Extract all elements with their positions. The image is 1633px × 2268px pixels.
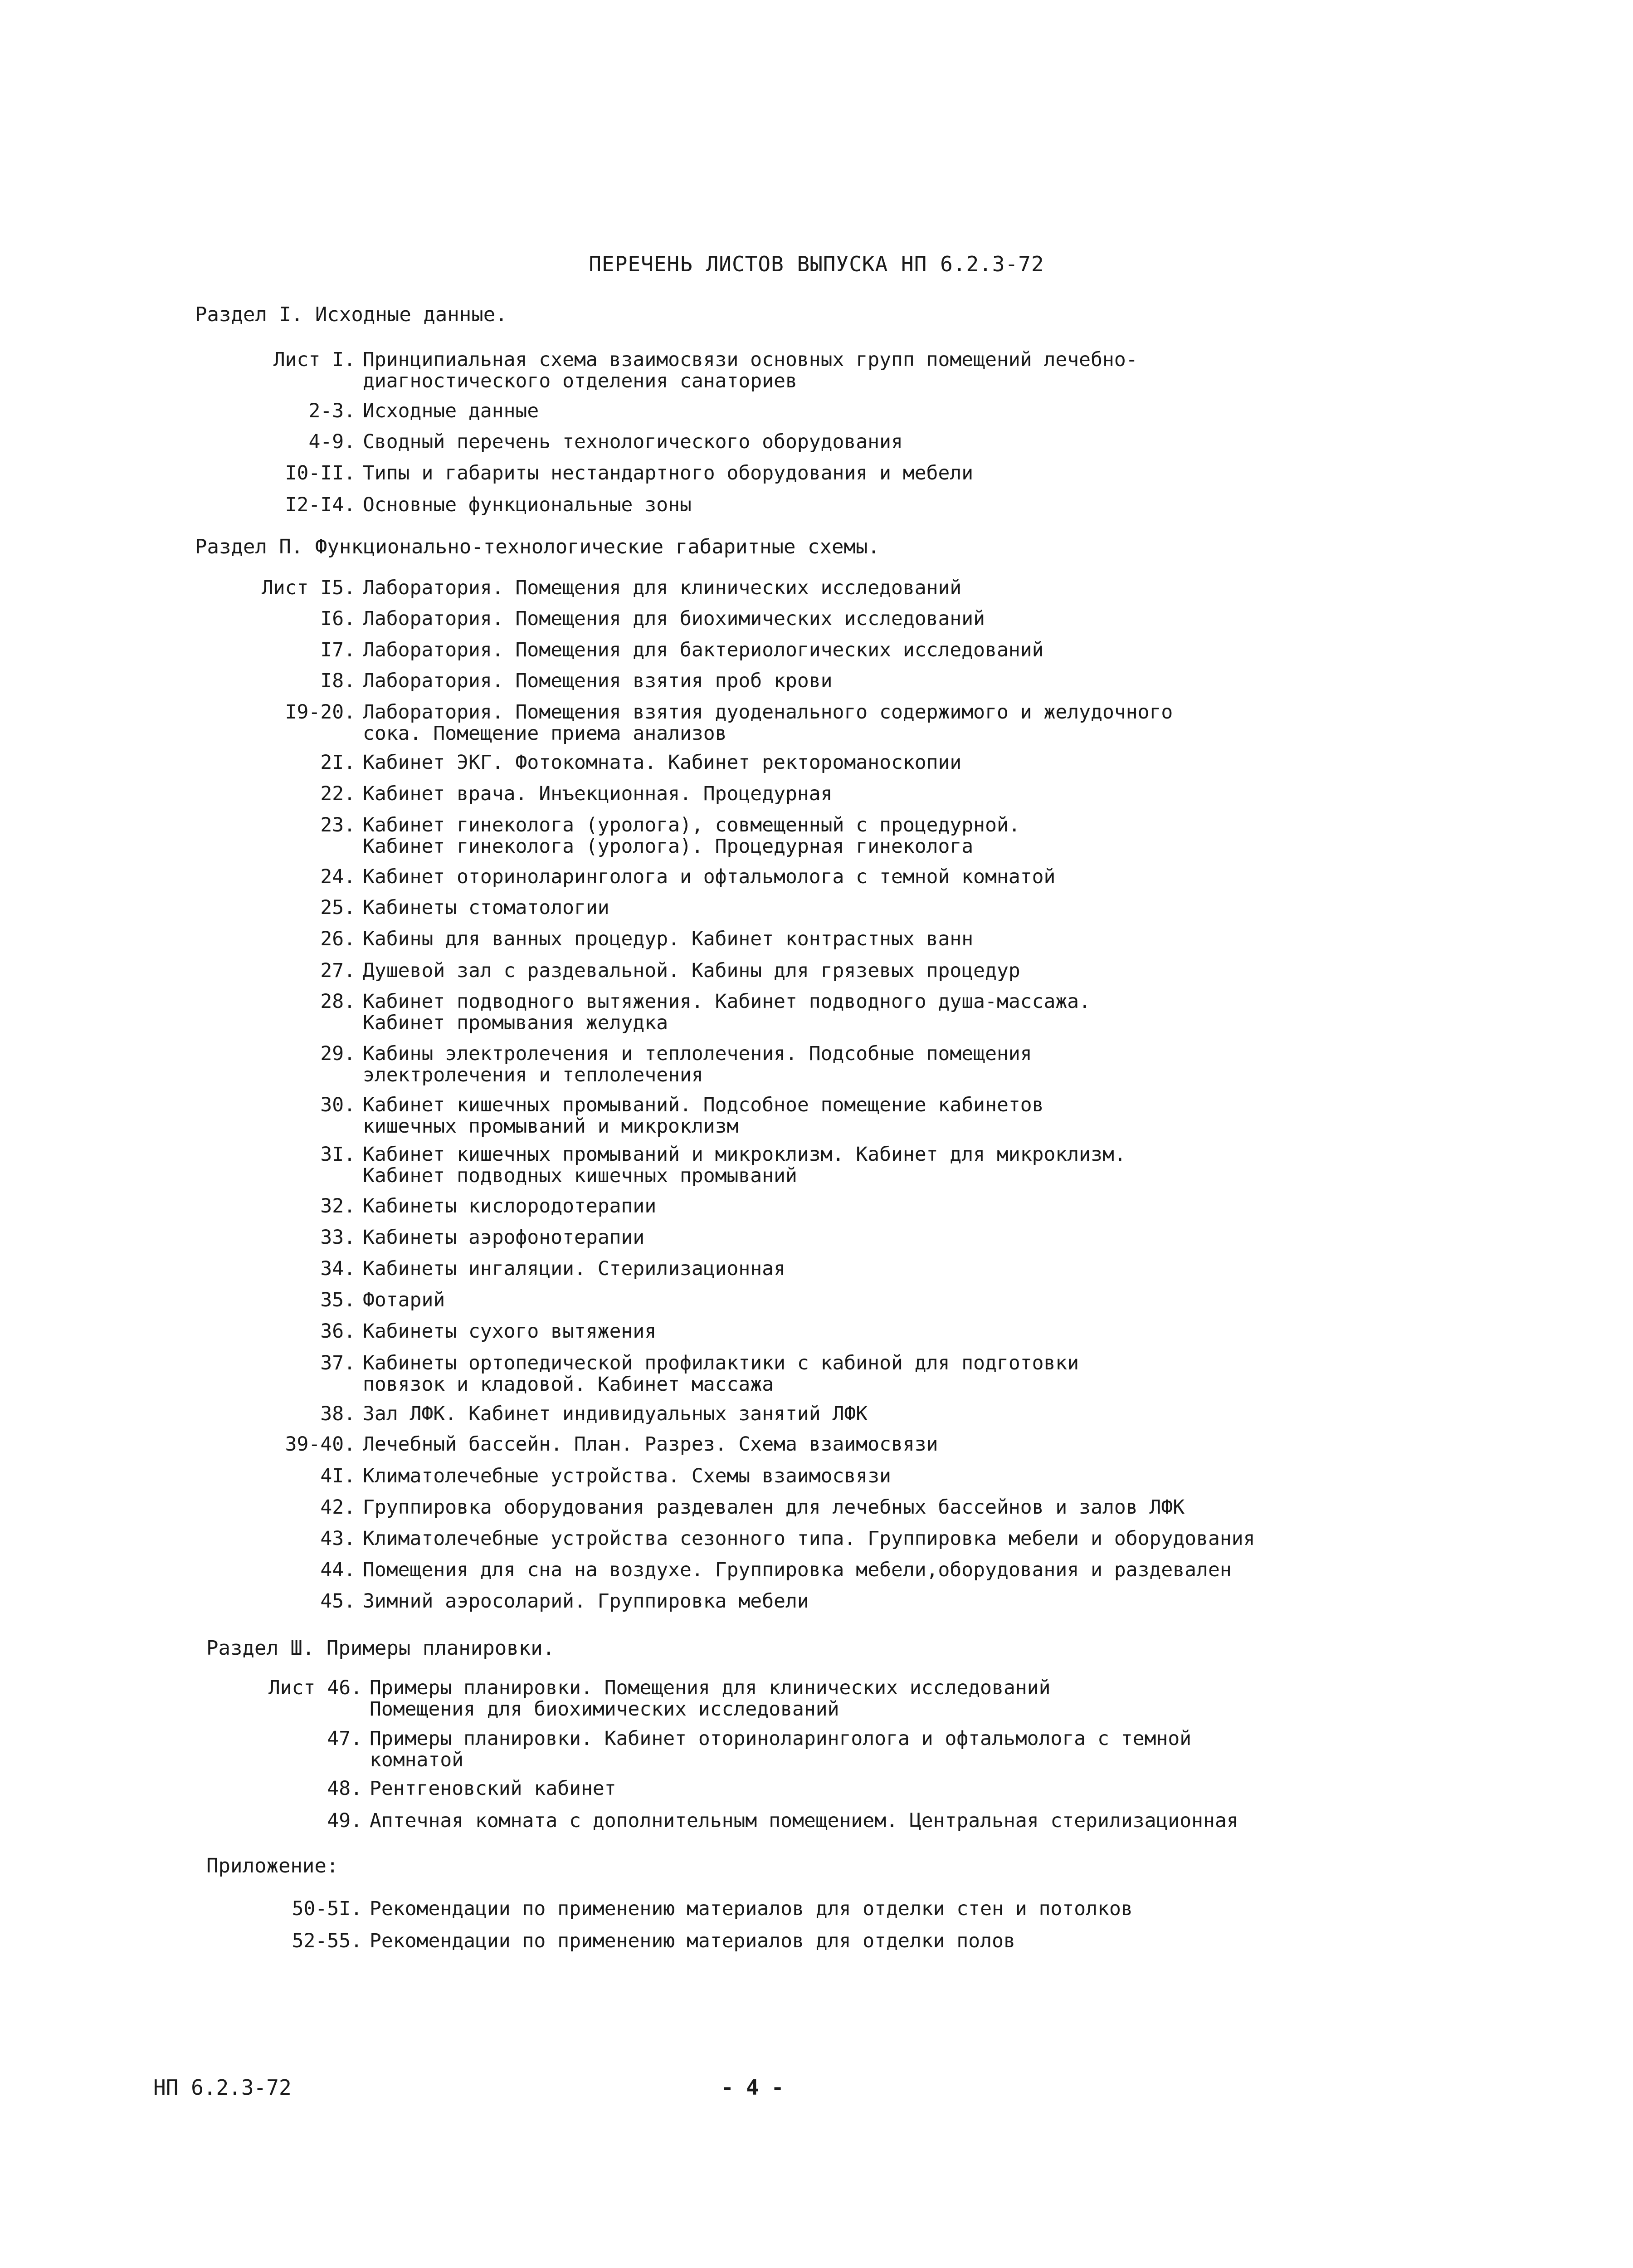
list-item-number: I8. bbox=[320, 670, 356, 692]
list-item bbox=[327, 1727, 1192, 1771]
list-item-text-cont: диагностического отделения санаториев bbox=[363, 370, 797, 392]
list-item-number: 33. bbox=[320, 1226, 356, 1249]
list-item-number: 35. bbox=[320, 1289, 356, 1311]
list-item-text: Лаборатория. Помещения взятия проб крови bbox=[363, 670, 833, 692]
list-item-text: Кабинеты аэрофонотерапии bbox=[363, 1226, 645, 1249]
list-item bbox=[320, 1465, 891, 1487]
list-item-text: Кабинет кишечных промываний. Подсобное помещение кабинетов bbox=[363, 1094, 1044, 1116]
list-item bbox=[320, 1289, 445, 1311]
list-item-text: Душевой зал с раздевальной. Кабины для грязевых процедур bbox=[363, 959, 1020, 982]
list-item-text: Кабинет подводного вытяжения. Кабинет подводного душа-массажа. bbox=[363, 990, 1091, 1013]
list-item-text: Лечебный бассейн. План. Разрез. Схема взаимосвязи bbox=[363, 1433, 938, 1456]
list-item-text: Кабинет ЭКГ. Фотокомната. Кабинет ректороманоскопии bbox=[363, 751, 962, 774]
list-item bbox=[261, 577, 962, 599]
list-item-text-cont: сока. Помещение приема анализов bbox=[363, 722, 727, 745]
list-item bbox=[320, 1042, 1032, 1086]
list-item-text: Лаборатория. Помещения взятия дуоденального содержимого и желудочного bbox=[363, 701, 1173, 723]
list-item-number: 39-40. bbox=[285, 1433, 356, 1456]
list-item-text: Зимний аэросоларий. Группировка мебели bbox=[363, 1590, 809, 1613]
list-item bbox=[320, 1257, 785, 1280]
list-item-number: 37. bbox=[320, 1352, 356, 1374]
list-item-text: Группировка оборудования раздевален для лечебных бассейнов и залов ЛФК bbox=[363, 1496, 1185, 1519]
document-code: НП 6.2.3-72 bbox=[153, 2075, 292, 2100]
list-item-text: Кабинет врача. Инъекционная. Процедурная bbox=[363, 782, 833, 805]
appendix-heading: Приложение: bbox=[206, 1854, 339, 1877]
list-item-number: 43. bbox=[320, 1527, 356, 1550]
list-item-number: 22. bbox=[320, 782, 356, 805]
list-item-text: Кабинеты ингаляции. Стерилизационная bbox=[363, 1257, 785, 1280]
list-item bbox=[320, 990, 1091, 1034]
list-item-text: Кабины для ванных процедур. Кабинет контрастных ванн bbox=[363, 928, 974, 950]
list-item-number: I2-I4. bbox=[285, 494, 356, 516]
list-item-number: I7. bbox=[320, 639, 356, 661]
list-item bbox=[320, 639, 1044, 661]
list-item bbox=[320, 1496, 1185, 1519]
list-item-number: Лист I5. bbox=[261, 577, 356, 599]
list-item-number: 49. bbox=[327, 1809, 362, 1832]
list-item bbox=[320, 1527, 1255, 1550]
list-item-number: 32. bbox=[320, 1195, 356, 1217]
list-item bbox=[285, 1433, 938, 1456]
list-item-text: Типы и габариты нестандартного оборудования и мебели bbox=[363, 462, 974, 484]
list-item-number: 48. bbox=[327, 1777, 362, 1800]
list-item-number: 34. bbox=[320, 1257, 356, 1280]
list-item bbox=[320, 1143, 1126, 1187]
list-item-text: Помещения для сна на воздухе. Группировка мебели,оборудования и раздевален bbox=[363, 1559, 1232, 1581]
page-number: - 4 - bbox=[721, 2075, 784, 2100]
list-item bbox=[285, 494, 692, 516]
list-item-text: Климатолечебные устройства сезонного типа. Группировка мебели и оборудования bbox=[363, 1527, 1255, 1550]
list-item bbox=[320, 896, 609, 919]
list-item bbox=[320, 1559, 1232, 1581]
list-item bbox=[308, 430, 903, 453]
list-item-number: Лист I. bbox=[273, 348, 356, 371]
list-item-number: 30. bbox=[320, 1094, 356, 1116]
list-item-number: I0-II. bbox=[285, 462, 356, 484]
list-item-text: Сводный перечень технологического оборудования bbox=[363, 430, 903, 453]
list-item-number: 29. bbox=[320, 1042, 356, 1065]
list-item-number: 52-55. bbox=[292, 1930, 362, 1952]
section-3-heading: Раздел Ш. Примеры планировки. bbox=[206, 1637, 555, 1660]
list-item-text: Аптечная комната с дополнительным помещением. Центральная стерилизационная bbox=[370, 1809, 1238, 1832]
list-item-number: 36. bbox=[320, 1320, 356, 1343]
list-item-number: Лист 46. bbox=[268, 1677, 362, 1699]
list-item-text: Зал ЛФК. Кабинет индивидуальных занятий ЛФК bbox=[363, 1403, 868, 1425]
list-item-text-cont: повязок и кладовой. Кабинет массажа bbox=[363, 1373, 774, 1396]
list-item-number: 3I. bbox=[320, 1143, 356, 1166]
list-item-text: Кабинеты сухого вытяжения bbox=[363, 1320, 657, 1343]
list-item-number: 24. bbox=[320, 865, 356, 888]
list-item-text: Климатолечебные устройства. Схемы взаимосвязи bbox=[363, 1465, 891, 1487]
section-1-heading: Раздел I. Исходные данные. bbox=[195, 303, 507, 326]
list-item-number: 44. bbox=[320, 1559, 356, 1581]
list-item bbox=[320, 1352, 1079, 1396]
list-item-number: 28. bbox=[320, 990, 356, 1013]
list-item bbox=[268, 1677, 1051, 1721]
list-item bbox=[320, 1320, 657, 1343]
list-item bbox=[327, 1809, 1238, 1832]
list-item-number: 26. bbox=[320, 928, 356, 950]
list-item-text: Кабинеты стоматологии bbox=[363, 896, 609, 919]
list-item-text: Кабины электролечения и теплолечения. Подсобные помещения bbox=[363, 1042, 1032, 1065]
list-item-text: Кабинет оториноларинголога и офтальмолога с темной комнатой bbox=[363, 865, 1056, 888]
list-item-number: 50-5I. bbox=[292, 1897, 362, 1920]
list-item-number: 45. bbox=[320, 1590, 356, 1613]
list-item bbox=[285, 462, 974, 484]
list-item bbox=[320, 814, 1020, 858]
list-item-number: 23. bbox=[320, 814, 356, 836]
list-item-number: 2-3. bbox=[308, 400, 356, 422]
list-item-number: 27. bbox=[320, 959, 356, 982]
list-item-text-cont: электролечения и теплолечения bbox=[363, 1064, 703, 1086]
list-item-text: Примеры планировки. Помещения для клинических исследований bbox=[370, 1677, 1051, 1699]
list-item-text: Рекомендации по применению материалов для отделки стен и потолков bbox=[370, 1897, 1133, 1920]
list-item-text: Лаборатория. Помещения для клинических исследований bbox=[363, 577, 962, 599]
list-item-text: Примеры планировки. Кабинет оториноларинголога и офтальмолога с темной bbox=[370, 1727, 1192, 1750]
list-item-text: Лаборатория. Помещения для бактериологических исследований bbox=[363, 639, 1044, 661]
list-item bbox=[320, 670, 833, 692]
list-item-text: Лаборатория. Помещения для биохимических исследований bbox=[363, 607, 985, 630]
list-item-text-cont: Кабинет подводных кишечных промываний bbox=[363, 1164, 797, 1187]
list-item-number: 42. bbox=[320, 1496, 356, 1519]
list-item-number: 4I. bbox=[320, 1465, 356, 1487]
list-item-text-cont: Кабинет гинеколога (уролога). Процедурная гинеколога bbox=[363, 835, 974, 858]
list-item bbox=[320, 1590, 809, 1613]
list-item bbox=[327, 1777, 616, 1800]
list-item-number: 4-9. bbox=[308, 430, 356, 453]
list-item-number: I9-20. bbox=[285, 701, 356, 723]
list-item-text: Кабинеты кислородотерапии bbox=[363, 1195, 657, 1217]
list-item bbox=[320, 1195, 657, 1217]
list-item-number: 38. bbox=[320, 1403, 356, 1425]
list-item-text: Исходные данные bbox=[363, 400, 539, 422]
list-item-text: Фотарий bbox=[363, 1289, 445, 1311]
list-item-text-cont: комнатой bbox=[370, 1749, 464, 1771]
list-item-text-cont: Помещения для биохимических исследований bbox=[370, 1698, 839, 1721]
list-item-number: 25. bbox=[320, 896, 356, 919]
list-item bbox=[273, 348, 1138, 392]
list-item-text: Кабинет кишечных промываний и микроклизм. Кабинет для микроклизм. bbox=[363, 1143, 1126, 1166]
list-item bbox=[320, 1226, 645, 1249]
list-item-text: Принципиальная схема взаимосвязи основных групп помещений лечебно- bbox=[363, 348, 1138, 371]
list-item-text-cont: кишечных промываний и микроклизм bbox=[363, 1115, 739, 1138]
list-item bbox=[320, 959, 1020, 982]
list-item bbox=[320, 751, 962, 774]
list-item bbox=[320, 865, 1056, 888]
page-title: ПЕРЕЧЕНЬ ЛИСТОВ ВЫПУСКА НП 6.2.3-72 bbox=[589, 252, 1044, 276]
list-item bbox=[320, 607, 985, 630]
list-item-text: Рекомендации по применению материалов для отделки полов bbox=[370, 1930, 1015, 1952]
list-item-text: Кабинет гинеколога (уролога), совмещенный с процедурной. bbox=[363, 814, 1020, 836]
list-item bbox=[285, 701, 1173, 745]
list-item-text-cont: Кабинет промывания желудка bbox=[363, 1012, 668, 1034]
list-item-text: Кабинеты ортопедической профилактики с кабиной для подготовки bbox=[363, 1352, 1079, 1374]
list-item bbox=[292, 1897, 1133, 1920]
list-item bbox=[308, 400, 539, 422]
list-item bbox=[320, 782, 833, 805]
list-item-number: 47. bbox=[327, 1727, 362, 1750]
list-item-number: 2I. bbox=[320, 751, 356, 774]
list-item bbox=[320, 1403, 868, 1425]
section-2-heading: Раздел П. Функционально-технологические габаритные схемы. bbox=[195, 535, 880, 558]
list-item-text: Рентгеновский кабинет bbox=[370, 1777, 616, 1800]
list-item bbox=[292, 1930, 1015, 1952]
list-item-number: I6. bbox=[320, 607, 356, 630]
list-item bbox=[320, 1094, 1044, 1138]
list-item bbox=[320, 928, 974, 950]
list-item-text: Основные функциональные зоны bbox=[363, 494, 692, 516]
